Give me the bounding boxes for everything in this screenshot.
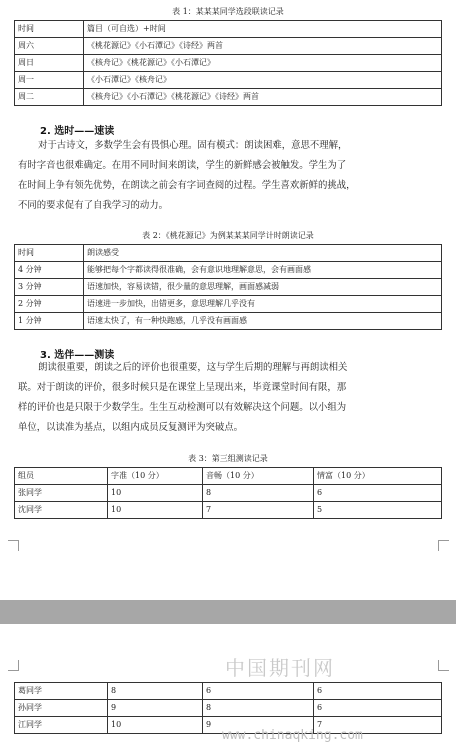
- table-cell: 《核舟记》《小石潭记》《桃花源记》《诗经》两首: [84, 89, 442, 106]
- table-cell: 《桃花源记》《小石潭记》《诗经》两首: [84, 38, 442, 55]
- table-header-row: [15, 21, 442, 38]
- table-cell: 葛同学: [15, 683, 108, 700]
- table-header-cell: 音畅（10 分）: [203, 468, 314, 485]
- table-cell: 8: [203, 700, 314, 717]
- table-row: [15, 72, 442, 89]
- table-cell: 4 分钟: [15, 262, 84, 279]
- table-cell: 《小石潭记》《核舟记》: [84, 72, 442, 89]
- paragraph-line: 联。对于朗读的评价，很多时候只是在课堂上呈现出来，毕竟课堂时间有限，那: [18, 382, 347, 393]
- page-corner-mark: [8, 660, 19, 671]
- table-row: [15, 700, 442, 717]
- paragraph-line: 不同的要求促有了自我学习的动力。: [18, 200, 169, 211]
- table-cell: 语速太快了，有一种快跑感，几乎没有画面感: [84, 313, 442, 330]
- table-cell: 10: [108, 502, 203, 519]
- table-cell: 10: [108, 485, 203, 502]
- table-cell: 10: [108, 717, 203, 734]
- paragraph-line: 样的评价也是只限于少数学生。生生互动检测可以有效解决这个问题。以小组为: [18, 402, 347, 413]
- table2: [14, 244, 442, 330]
- table-cell: 6: [314, 485, 442, 502]
- table-cell: 周六: [15, 38, 84, 55]
- paragraph-line: 有时字音也很难确定。在用不同时间来朗读，学生的新鲜感会被触发。学生为了: [18, 160, 347, 171]
- table-row: [15, 262, 442, 279]
- table-header-cell: 情富（10 分）: [314, 468, 442, 485]
- table3: [14, 467, 442, 519]
- table-cell: 孙同学: [15, 700, 108, 717]
- table-cell: 周日: [15, 55, 84, 72]
- table-cell: 能够把每个字都读得很准确，会有意识地理解意思，会有画面感: [84, 262, 442, 279]
- table-cell: 6: [314, 700, 442, 717]
- table-cell: 沈同学: [15, 502, 108, 519]
- paragraph-line: 对于古诗文，多数学生会有畏惧心理。固有模式：朗读困难，意思不理解，: [38, 140, 348, 151]
- table-cell: 1 分钟: [15, 313, 84, 330]
- table-row: [15, 683, 442, 700]
- page-corner-mark: [8, 540, 19, 551]
- table-header-cell: 篇目（可自选）+时间: [84, 21, 442, 38]
- table-cell: 张同学: [15, 485, 108, 502]
- table-header-cell: 时间: [15, 245, 84, 262]
- paragraph-line: 单位，以读准为基点，以组内成员反复测评为突破点。: [18, 422, 244, 433]
- table-row: [15, 296, 442, 313]
- table-row: [15, 502, 442, 519]
- table-cell: 7: [314, 717, 442, 734]
- table3-continued: [14, 682, 442, 734]
- table-cell: 语速加快，容易读错，很少量的意思理解，画面感减弱: [84, 279, 442, 296]
- table-row: [15, 313, 442, 330]
- table-cell: 5: [314, 502, 442, 519]
- table-cell: 6: [314, 683, 442, 700]
- table-cell: 3 分钟: [15, 279, 84, 296]
- table-cell: 周一: [15, 72, 84, 89]
- table-cell: 8: [203, 485, 314, 502]
- section3-heading: 3. 选伴——测读: [40, 350, 115, 361]
- table1-caption: 表 1：某某某同学选段联读记录: [172, 7, 284, 16]
- table-header-cell: 字准（10 分）: [108, 468, 203, 485]
- table3-caption: 表 3：第三组测读记录: [188, 454, 268, 463]
- table-cell: 《核舟记》《桃花源记》《小石潭记》: [84, 55, 442, 72]
- page-corner-mark: [438, 540, 449, 551]
- table-cell: 9: [108, 700, 203, 717]
- watermark-url: www.chinaqking.com: [222, 728, 363, 743]
- table-header-row: [15, 468, 442, 485]
- paragraph-line: 在时间上争有领先优势，在朗读之前会有字词查阅的过程。学生喜欢新鲜的挑战，: [18, 180, 356, 191]
- table-cell: 2 分钟: [15, 296, 84, 313]
- table-cell: 7: [203, 502, 314, 519]
- paragraph-line: 朗读很重要，朗读之后的评价也很重要，这与学生后期的理解与再朗读相关: [38, 362, 348, 373]
- table-row: [15, 279, 442, 296]
- table-cell: 江同学: [15, 717, 108, 734]
- table-row: [15, 485, 442, 502]
- page-corner-mark: [438, 660, 449, 671]
- table-cell: 周二: [15, 89, 84, 106]
- table-row: [15, 55, 442, 72]
- table-header-row: [15, 245, 442, 262]
- document-page-2: [0, 624, 456, 751]
- section2-paragraph: [18, 136, 440, 216]
- section2-heading: 2. 选时——速读: [40, 126, 115, 137]
- table-header-cell: 组员: [15, 468, 108, 485]
- table-row: [15, 89, 442, 106]
- table-cell: 9: [203, 717, 314, 734]
- table-row: [15, 38, 442, 55]
- watermark-text: 中国期刊网: [225, 656, 335, 680]
- table-header-cell: 朗读感受: [84, 245, 442, 262]
- table-header-cell: 时间: [15, 21, 84, 38]
- table2-caption: 表 2：《桃花源记》为例某某某同学计时朗读记录: [142, 231, 314, 240]
- table-cell: 6: [203, 683, 314, 700]
- table-cell: 8: [108, 683, 203, 700]
- table-cell: 语速进一步加快，出错更多，意思理解几乎没有: [84, 296, 442, 313]
- table1: [14, 20, 442, 106]
- page-gap: [0, 600, 456, 624]
- section3-paragraph: [18, 358, 440, 438]
